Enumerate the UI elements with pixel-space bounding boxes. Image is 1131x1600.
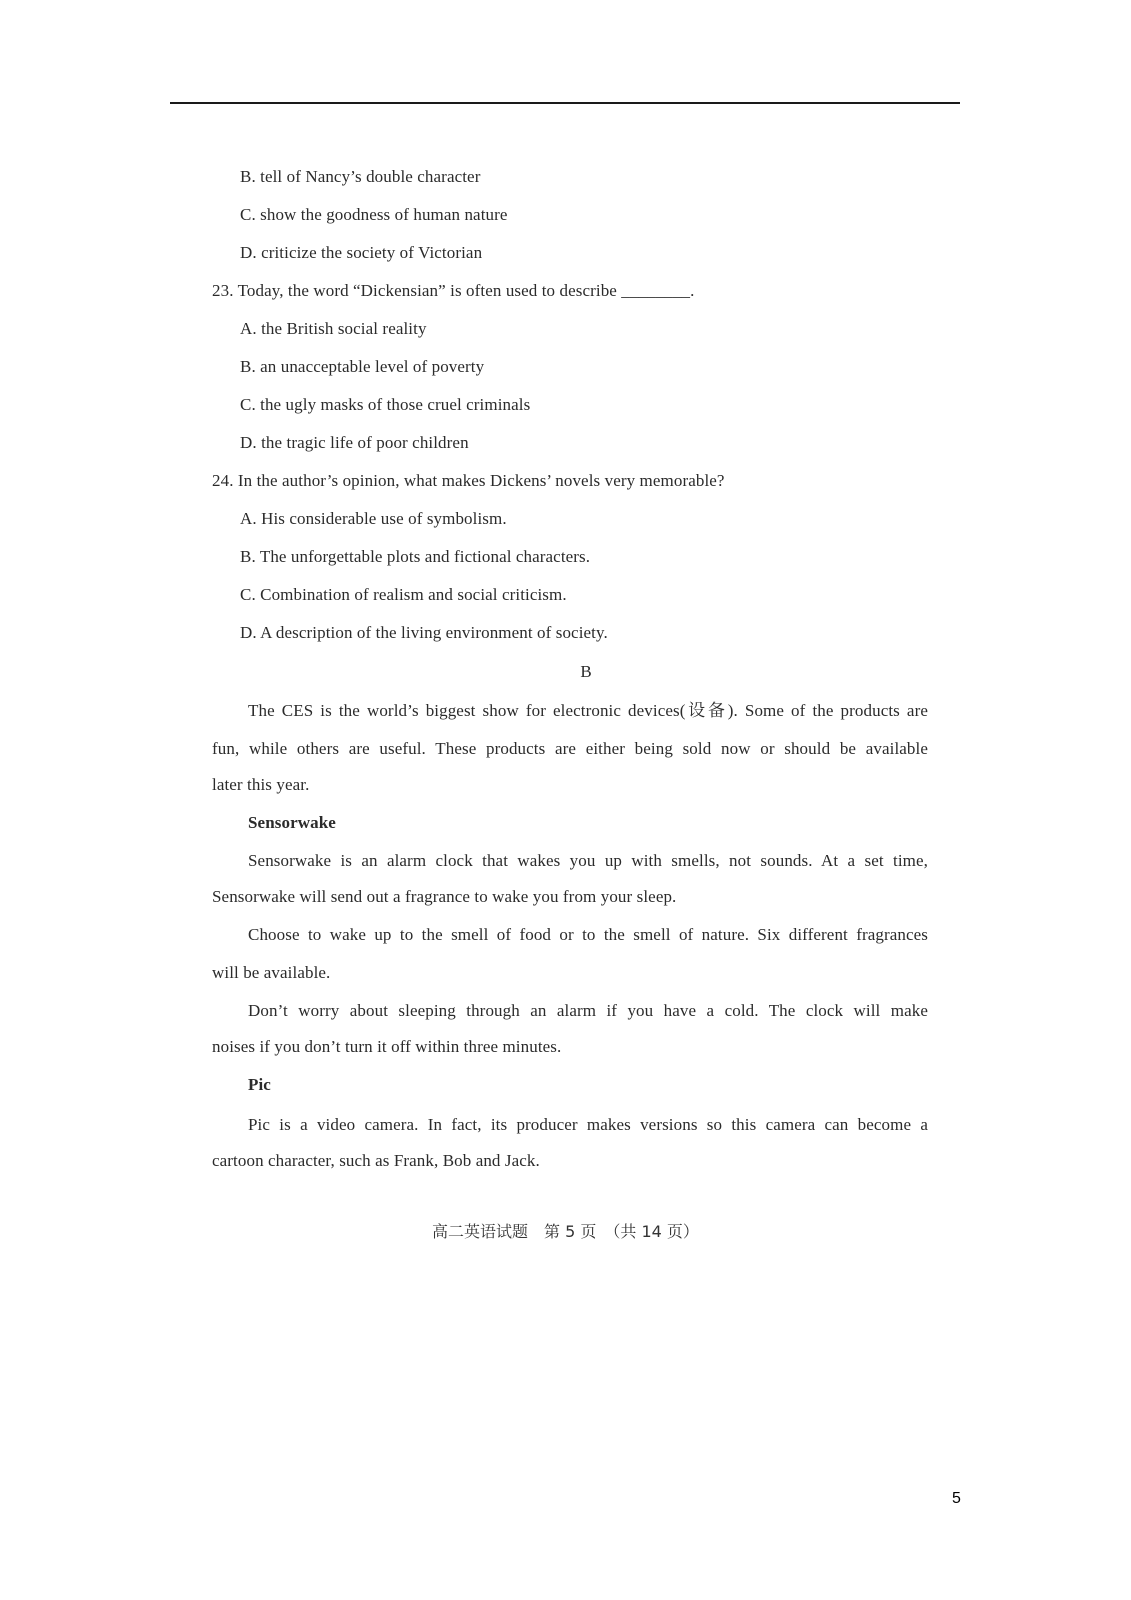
section-heading-sensorwake: Sensorwake [248, 813, 336, 832]
question-23-option-b: B. an unacceptable level of poverty [240, 357, 485, 376]
header-rule [170, 102, 960, 104]
page-footer: 高二英语试题 第 5 页 （共 14 页） [432, 1222, 699, 1241]
passage-intro-line-1: The CES is the world’s biggest show for electronic devices(设备). Some of the products are [248, 701, 928, 720]
pic-para-line-2: cartoon character, such as Frank, Bob and Jack. [212, 1151, 540, 1170]
question-24-stem: 24. In the author’s opinion, what makes Dickens’ novels very memorable? [212, 471, 725, 490]
question-24-option-c: C. Combination of realism and social criticism. [240, 585, 567, 604]
section-heading-pic: Pic [248, 1075, 271, 1094]
sensorwake-para-3-line-2: noises if you don’t turn it off within three minutes. [212, 1037, 562, 1056]
section-label: B [580, 662, 592, 681]
passage-intro-line-3: later this year. [212, 775, 310, 794]
question-23-option-a: A. the British social reality [240, 319, 427, 338]
question-23-stem: 23. Today, the word “Dickensian” is often used to describe ________. [212, 281, 695, 300]
pic-para-line-1: Pic is a video camera. In fact, its producer makes versions so this camera can become a [248, 1115, 928, 1134]
page-number: 5 [952, 1490, 961, 1507]
question-24-option-d: D. A description of the living environment of society. [240, 623, 608, 642]
sensorwake-para-3-line-1: Don’t worry about sleeping through an alarm if you have a cold. The clock will make [248, 1001, 928, 1020]
sensorwake-para-2-line-2: will be available. [212, 963, 331, 982]
sensorwake-para-1-line-1: Sensorwake is an alarm clock that wakes you up with smells, not sounds. At a set time, [248, 851, 928, 870]
question-22-option-b: B. tell of Nancy’s double character [240, 167, 481, 186]
passage-intro-line-2: fun, while others are useful. These products are either being sold now or should be available [212, 739, 928, 758]
sensorwake-para-2-line-1: Choose to wake up to the smell of food or to the smell of nature. Six different fragrances [248, 925, 928, 944]
sensorwake-para-1-line-2: Sensorwake will send out a fragrance to wake you from your sleep. [212, 887, 677, 906]
question-24-option-a: A. His considerable use of symbolism. [240, 509, 507, 528]
question-22-option-c: C. show the goodness of human nature [240, 205, 508, 224]
question-23-option-d: D. the tragic life of poor children [240, 433, 469, 452]
question-23-option-c: C. the ugly masks of those cruel criminals [240, 395, 531, 414]
question-22-option-d: D. criticize the society of Victorian [240, 243, 483, 262]
question-24-option-b: B. The unforgettable plots and fictional characters. [240, 547, 591, 566]
